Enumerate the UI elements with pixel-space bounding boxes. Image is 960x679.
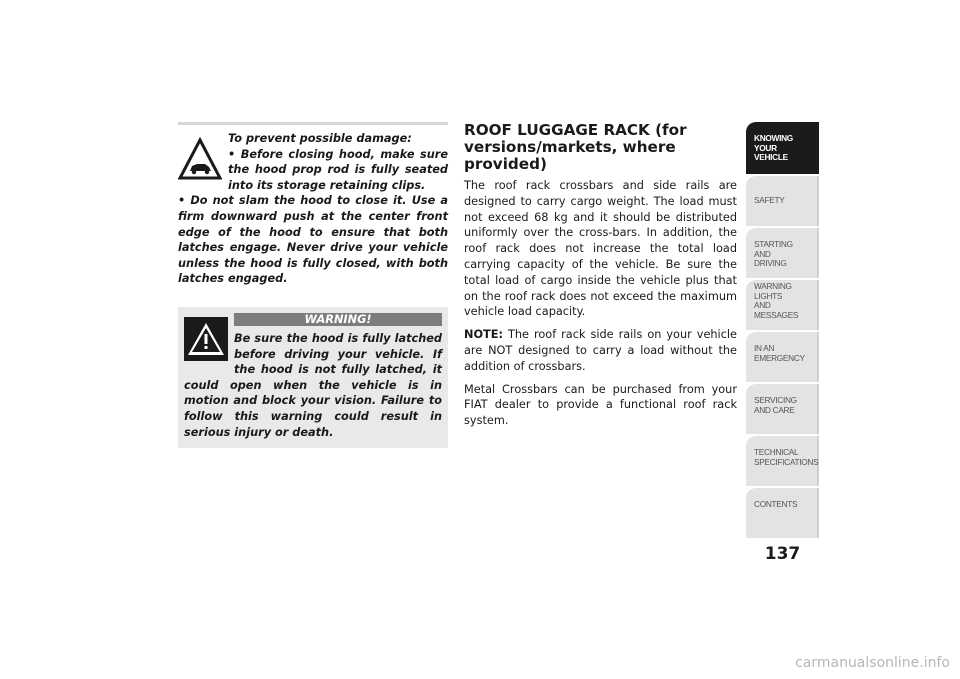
note-label: NOTE: (464, 328, 503, 342)
notice-block (178, 129, 448, 287)
section-paragraph-3: Metal Crossbars can be purchased from your FIAT dealer to provide a functional roof rack system. (464, 382, 737, 428)
tab-in-an-emergency[interactable]: IN AN EMERGENCY (746, 332, 819, 382)
notice-title: To prevent possible damage: (228, 132, 412, 145)
section-title: ROOF LUGGAGE RACK (for versions/markets, where provided) (464, 121, 687, 173)
tab-knowing-your-vehicle[interactable]: KNOWING YOUR VEHICLE (746, 122, 819, 174)
warning-text: Be sure the hood is fully latched before driving your vehicle. If the hood is not fully latched, it could open when the vehicle is in motion and block your vision. Failure to follow this warning could result in serious injury or death. (184, 331, 442, 439)
right-column (464, 122, 737, 436)
tab-contents[interactable]: CONTENTS (746, 488, 819, 538)
warning-box (178, 307, 448, 448)
caution-car-icon (178, 137, 222, 181)
tab-safety[interactable]: SAFETY (746, 176, 819, 226)
page-number: 137 (764, 544, 801, 564)
watermark: carmanualsonline.info (795, 655, 950, 671)
tab-servicing-and-care[interactable]: SERVICING AND CARE (746, 384, 819, 434)
left-column (178, 122, 448, 448)
section-note (464, 327, 737, 374)
tab-starting-and-driving[interactable]: STARTING AND DRIVING (746, 228, 819, 278)
notice-divider (178, 122, 448, 125)
warning-heading: WARNING! (234, 313, 442, 326)
warning-triangle-icon (184, 317, 228, 361)
section-paragraph-1: The roof rack crossbars and side rails are designed to carry cargo weight. The load must not exceed 68 kg and it should be distributed uniformly over the cross-bars. In addition, the roof rack does not increase the total load carrying capacity of the vehicle. Be sure the total load of cargo inside the vehicle plus that on the roof rack does not exceed the maximum vehicle load capacity. (464, 179, 737, 319)
note-text: The roof rack side rails on your vehicle are NOT designed to carry a load without the addition of crossbars. (464, 328, 737, 373)
notice-bullet-2: • Do not slam the hood to close it. Use a firm downward push at the center front edge of the hood to ensure that both latches engage. Never drive your vehicle unless the hood is fully closed, with both latches engaged. (178, 194, 448, 286)
chapter-tabs (746, 122, 819, 540)
tab-technical-specifications[interactable]: TECHNICAL SPECIFICATIONS (746, 436, 819, 486)
notice-bullet-1: • Before closing hood, make sure the hood prop rod is fully seated into its storage retaining clips. (228, 147, 448, 192)
tab-warning-lights-and-messages[interactable]: WARNING LIGHTS AND MESSAGES (746, 280, 819, 330)
